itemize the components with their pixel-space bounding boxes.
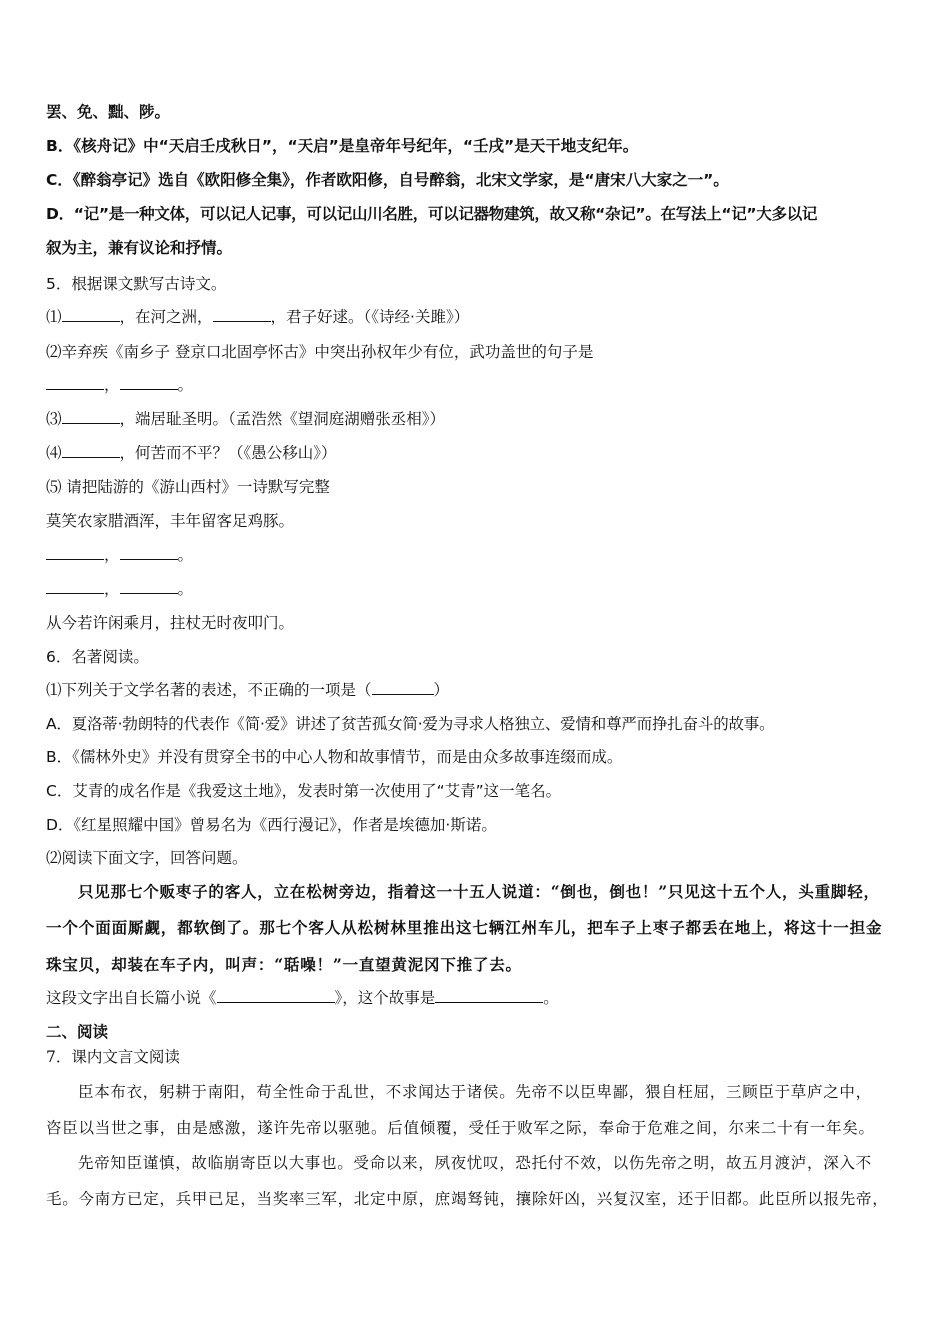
option-c-line: C．艾青的成名作是《我爱这土地》，发表时第一次使用了“艾青”这一笔名。 [46,782,562,800]
text-fragment: ， [104,580,120,598]
answer-line [46,545,193,565]
option-b-line: B．《核舟记》中“天启壬戌秋日”，“天启”是皇帝年号纪年，“壬戌”是天干地支纪年。 [46,137,639,155]
answer-blank[interactable] [120,375,178,390]
answer-blank[interactable] [120,579,178,594]
answer-blank[interactable] [372,680,434,695]
classical-text-line: 先帝知臣谨慎，故临崩寄臣以大事也。受命以来，夙夜忧叹，恐托付不效，以伤先帝之明，故五月渡泸，深入不 [78,1154,872,1172]
text-fragment: ， [104,376,120,394]
answer-blank[interactable] [62,443,120,458]
text-fragment: 。 [177,376,194,394]
text-fragment: 。 [177,580,194,598]
answer-blank[interactable] [46,579,104,594]
classical-text-line: 臣本布衣，躬耕于南阳，苟全性命于乱世，不求闻达于诸侯。先帝不以臣卑鄙，猥自枉屈，三顾臣于草庐之中， [78,1083,872,1101]
section-heading: 二、阅读 [46,1023,109,1041]
text-fragment: ， [104,546,120,564]
passage-line: 一个个面面厮觑，都软倒了。那七个客人从松树林里推出这七辆江州车儿，把车子上枣子都丢在地上，将这十一担金 [46,918,883,937]
option-c-line: C．《醉翁亭记》选自《欧阳修全集》，作者欧阳修，自号醉翁，北宋文学家，是“唐宋八大家之一”。 [46,171,729,189]
text-line: 罢、免、黜、陟。 [46,103,171,121]
classical-text-line: 毛。今南方已定，兵甲已足，当奖率三军，北定中原，庶竭驽钝，攘除奸凶，兴复汉室，还于旧都。此臣所以报先帝， [46,1190,889,1208]
recitation-item-4 [46,443,337,463]
poem-line: 莫笑农家腊酒浑，丰年留客足鸡豚。 [46,512,295,530]
text-fragment: ⑴下列关于文学名著的表述，不正确的一项是（ [46,681,372,699]
answer-blank[interactable] [213,307,271,322]
answer-blank[interactable] [46,375,104,390]
item-number: ⑶ [46,410,62,428]
sub-question-2: ⑵阅读下面文字，回答问题。 [46,849,248,867]
poem-line: 从今若许闲乘月，拄杖无时夜叩门。 [46,614,295,632]
option-b-line: B．《儒林外史》并没有贯穿全书的中心人物和故事情节，而是由众多故事连缀而成。 [46,748,623,766]
question-7-heading: 7．课内文言文阅读 [46,1048,180,1066]
text-fragment: 这段文字出自长篇小说《 [46,989,217,1007]
text-fragment: ，端居耻圣明。（孟浩然《望洞庭湖赠张丞相》） [119,410,446,428]
answer-blank[interactable] [62,409,120,424]
passage-line: 珠宝贝，却装在车子内，叫声：“聒噪！”一直望黄泥冈下推了去。 [46,955,522,974]
answer-blank[interactable] [46,545,104,560]
text-fragment: 。 [177,546,194,564]
option-a-line: A．夏洛蒂·勃朗特的代表作《简·爱》讲述了贫苦孤女简·爱为寻求人格独立、爱情和尊严而挣扎奋斗的故事。 [46,715,775,733]
fill-in-line [46,988,559,1008]
text-fragment: ，在河之洲， [119,308,213,326]
story-name-blank[interactable] [435,988,543,1003]
question-5-heading: 5．根据课文默写古诗文。 [46,275,227,293]
answer-line [46,375,193,395]
text-fragment: ，君子好逑。（《诗经·关雎》） [270,308,470,326]
recitation-item-1 [46,307,469,327]
text-fragment: ，何苦而不平？（《愚公移山》） [119,444,337,462]
recitation-item-5: ⑸ 请把陆游的《游山西村》一诗默写完整 [46,478,330,496]
novel-title-blank[interactable] [217,988,335,1003]
question-6-heading: 6．名著阅读。 [46,648,149,666]
option-d-line: D．《红星照耀中国》曾易名为《西行漫记》，作者是埃德加·斯诺。 [46,816,497,834]
recitation-item-3 [46,409,445,429]
text-fragment: ） [433,681,450,699]
recitation-item-2: ⑵辛弃疾《南乡子 登京口北固亭怀古》中突出孙权年少有位，武功盖世的句子是 [46,343,594,361]
answer-blank[interactable] [62,307,120,322]
sub-question-1 [46,680,449,700]
text-fragment: 。 [543,989,559,1007]
item-number: ⑴ [46,308,62,326]
text-line: 叙为主，兼有议论和抒情。 [46,239,233,257]
classical-text-line: 咨臣以当世之事，由是感激，遂许先帝以驱驰。后值倾覆，受任于败军之际，奉命于危难之间，尔来二十有一年矣。 [46,1119,875,1137]
answer-blank[interactable] [120,545,178,560]
option-d-line: D．“记”是一种文体，可以记人记事，可以记山川名胜，可以记器物建筑，故又称“杂记”。在写法上“记”大多以记 [46,205,818,223]
passage-line: 只见那七个贩枣子的客人，立在松树旁边，指着这一十五人说道：“倒也，倒也！”只见这十五个人，头重脚轻， [78,882,880,901]
text-fragment: 》，这个故事是 [334,989,436,1007]
item-number: ⑷ [46,444,62,462]
answer-line [46,579,193,599]
